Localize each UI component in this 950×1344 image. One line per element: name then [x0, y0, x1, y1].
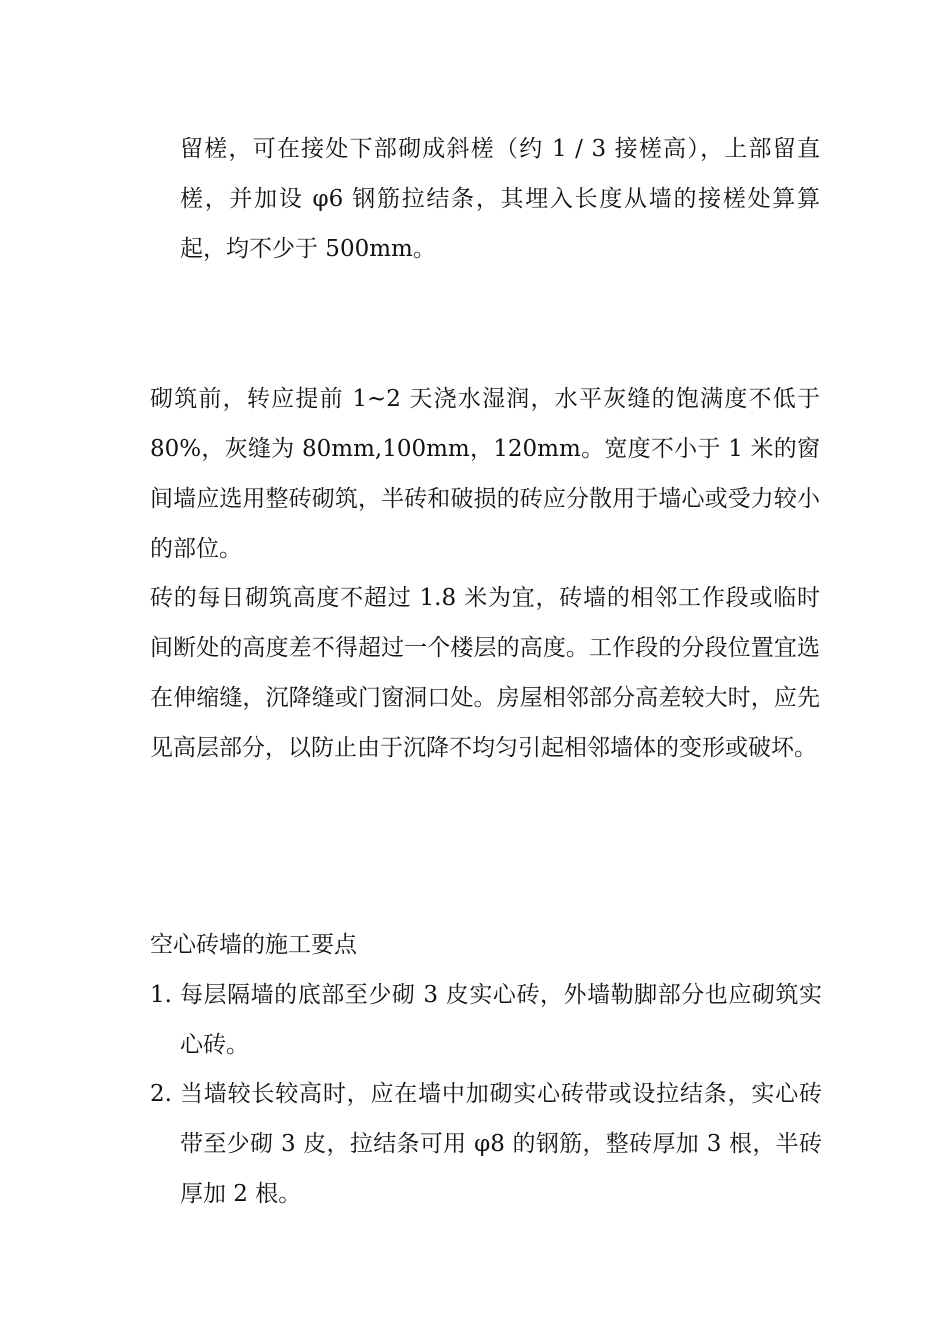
section-heading: 空心砖墙的施工要点 — [150, 932, 357, 958]
list-item-text: 每层隔墙的底部至少砌 3 皮实心砖，外墙勒脚部分也应砌筑实心砖。 — [180, 982, 822, 1058]
continuation-paragraph: 留槎，可在接处下部砌成斜槎（约 1 / 3 接槎高），上部留直槎，并加设 φ6 钢筋拉结条，其埋入长度从墙的接槎处算算起，均不少于 500mm。 — [180, 136, 820, 262]
list-item-number: 2. — [150, 1081, 172, 1107]
list-item-text: 当墙较长较高时，应在墙中加砌实心砖带或设拉结条，实心砖带至少砌 3 皮，拉结条可用 φ8 的钢筋，整砖厚加 3 根，半砖厚加 2 根。 — [180, 1081, 822, 1207]
list-item — [150, 1069, 822, 1219]
brick-wetting-paragraph: 砌筑前，转应提前 1~2 天浇水湿润，水平灰缝的饱满度不低于 80%，灰缝为 80mm,100mm，120mm。宽度不小于 1 米的窗间墙应选用整砖砌筑，半砖和破损的砖应分散用于墙心或受力较小的部位。 — [150, 386, 820, 562]
list-item-number: 1. — [150, 982, 172, 1008]
brick-height-paragraph: 砖的每日砌筑高度不超过 1.8 米为宜，砖墙的相邻工作段或临时间断处的高度差不得超过一个楼层的高度。工作段的分段位置宜选在伸缩缝，沉降缝或门窗洞口处。房屋相邻部分高差较大时，应先见高层部分，以防止由于沉降不均匀引起相邻墙体的变形或破坏。 — [150, 585, 820, 761]
list-item — [150, 970, 822, 1070]
